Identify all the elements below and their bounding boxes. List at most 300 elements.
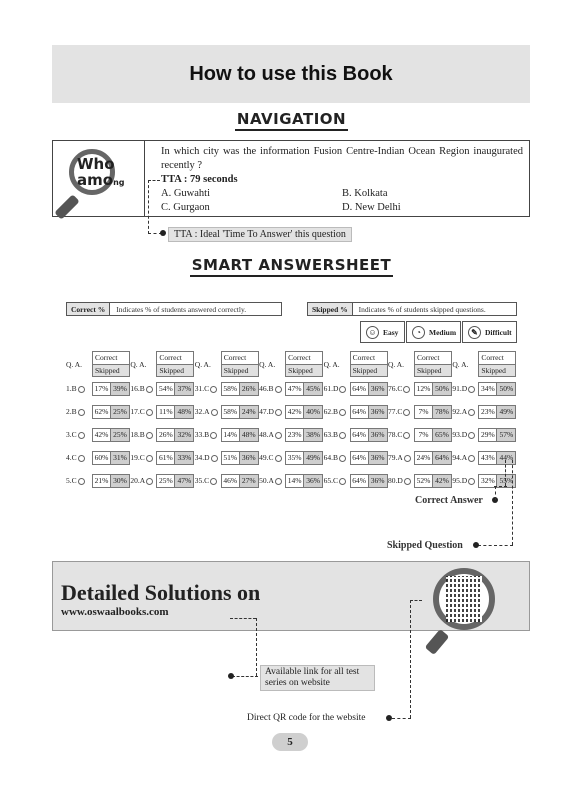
qr-dot bbox=[386, 715, 392, 721]
question-text: In which city was the information Fusion Centre-Indian Ocean Region inaugurated recently ? bbox=[161, 146, 523, 171]
header-qa: Q. A. bbox=[66, 359, 83, 369]
qa-text: 20.A bbox=[130, 476, 146, 485]
difficulty-icon bbox=[403, 386, 410, 393]
skipped-percent: 31% bbox=[111, 451, 130, 465]
answer-cell bbox=[130, 382, 194, 396]
answer-cell bbox=[195, 474, 259, 488]
question-answer bbox=[388, 384, 414, 393]
difficulty-icon bbox=[78, 386, 85, 393]
skipped-percent: 36% bbox=[240, 451, 259, 465]
answer-cell bbox=[324, 428, 388, 442]
question-answer bbox=[259, 384, 285, 393]
qa-text: 2.B bbox=[66, 407, 77, 416]
answer-cell bbox=[452, 382, 516, 396]
legend-correct-desc: Indicates % of students answered correctly. bbox=[116, 304, 247, 314]
easy-icon: ☺ bbox=[366, 326, 379, 339]
difficulty-icon bbox=[468, 386, 475, 393]
correct-percent: 64% bbox=[350, 428, 369, 442]
correct-percent: 51% bbox=[221, 451, 240, 465]
skipped-percent: 48% bbox=[240, 428, 259, 442]
legend-skipped-desc: Indicates % of students skipped questions. bbox=[358, 304, 486, 314]
skipped-percent: 49% bbox=[304, 451, 323, 465]
answer-cell bbox=[66, 405, 130, 419]
qa-text: 34.D bbox=[194, 453, 210, 462]
correct-percent: 11% bbox=[156, 405, 175, 419]
medium-icon: ◔ bbox=[412, 326, 425, 339]
question-answer bbox=[324, 430, 350, 439]
correct-percent: 12% bbox=[414, 382, 433, 396]
correct-percent: 32% bbox=[478, 474, 497, 488]
answer-cell bbox=[195, 451, 259, 465]
question-answer bbox=[130, 407, 156, 416]
skipped-percent: 26% bbox=[240, 382, 259, 396]
logo-text-ng: ng bbox=[113, 178, 125, 187]
question-answer bbox=[195, 407, 221, 416]
correct-percent: 46% bbox=[221, 474, 240, 488]
skipped-percent: 37% bbox=[175, 382, 194, 396]
skipped-percent: 36% bbox=[369, 474, 388, 488]
options-grid bbox=[161, 187, 523, 215]
question-answer bbox=[66, 430, 92, 439]
question-answer bbox=[259, 476, 285, 485]
answer-row bbox=[66, 469, 517, 492]
qr-connector-h2 bbox=[392, 718, 411, 719]
skipped-percent: 49% bbox=[497, 405, 516, 419]
option-d: D. New Delhi bbox=[342, 202, 401, 213]
header-skipped: Skipped bbox=[222, 364, 258, 377]
header-cell bbox=[388, 351, 452, 377]
answer-cell bbox=[388, 428, 452, 442]
link-note: Available link for all test series on website bbox=[260, 665, 375, 691]
answer-cell bbox=[259, 428, 323, 442]
qa-text: 48.A bbox=[259, 430, 274, 439]
difficulty-icon bbox=[275, 432, 282, 439]
difficulty-icon bbox=[275, 478, 282, 485]
correct-percent: 64% bbox=[350, 405, 369, 419]
qa-text: 65.C bbox=[323, 476, 338, 485]
logo-text-line2 bbox=[77, 173, 124, 190]
skipped-percent: 57% bbox=[497, 428, 516, 442]
tta-dot bbox=[160, 230, 166, 236]
answer-cell bbox=[130, 451, 194, 465]
question-answer bbox=[130, 430, 156, 439]
question-answer bbox=[388, 476, 414, 485]
answer-cell bbox=[388, 405, 452, 419]
skipped-percent: 36% bbox=[369, 405, 388, 419]
correct-percent: 7% bbox=[414, 405, 433, 419]
qa-text: 46.B bbox=[259, 384, 274, 393]
correct-percent: 26% bbox=[156, 428, 175, 442]
difficulty-icon bbox=[468, 478, 475, 485]
header-qa: Q. A. bbox=[452, 359, 469, 369]
question-answer bbox=[388, 430, 414, 439]
header-skipped: Skipped bbox=[157, 364, 193, 377]
correct-percent: 14% bbox=[221, 428, 240, 442]
difficulty-medium bbox=[406, 321, 461, 343]
difficulty-icon bbox=[78, 455, 85, 462]
qa-text: 77.C bbox=[387, 407, 403, 416]
header-correct: Correct bbox=[352, 353, 376, 363]
skipped-percent: 44% bbox=[497, 451, 516, 465]
answer-cell bbox=[195, 428, 259, 442]
correct-percent: 14% bbox=[285, 474, 304, 488]
difficulty-icon bbox=[339, 409, 346, 416]
difficulty-icon bbox=[146, 409, 153, 416]
qr-note: Direct QR code for the website bbox=[247, 713, 366, 723]
question-answer bbox=[130, 476, 156, 485]
correct-connector-v2 bbox=[495, 486, 496, 500]
question-answer bbox=[66, 407, 92, 416]
answer-cell bbox=[66, 382, 130, 396]
correct-answer-callout: Correct Answer bbox=[415, 495, 483, 506]
difficulty-icon bbox=[275, 409, 282, 416]
qa-text: 50.A bbox=[259, 476, 274, 485]
difficulty-icon bbox=[339, 478, 346, 485]
answer-cell bbox=[388, 451, 452, 465]
qa-text: 33.B bbox=[194, 430, 210, 439]
solutions-title: Detailed Solutions on bbox=[61, 580, 261, 605]
skipped-percent: 30% bbox=[111, 474, 130, 488]
navigation-sample-box bbox=[52, 140, 530, 217]
detailed-solutions-banner bbox=[52, 561, 530, 631]
correct-percent: 52% bbox=[414, 474, 433, 488]
skipped-percent: 36% bbox=[369, 451, 388, 465]
qa-text: 78.C bbox=[387, 430, 403, 439]
header-qa: Q. A. bbox=[323, 359, 340, 369]
skipped-percent: 55% bbox=[497, 474, 516, 488]
qr-code-pattern bbox=[446, 576, 482, 622]
question-answer bbox=[324, 407, 350, 416]
qa-text: 91.D bbox=[452, 384, 468, 393]
answer-cell bbox=[259, 405, 323, 419]
skipped-connector-h bbox=[478, 545, 513, 546]
skipped-percent: 47% bbox=[175, 474, 194, 488]
difficulty-icon bbox=[339, 386, 346, 393]
correct-percent: 23% bbox=[478, 405, 497, 419]
qa-text: 4.C bbox=[66, 453, 77, 462]
answer-cell bbox=[388, 474, 452, 488]
question-answer bbox=[195, 384, 221, 393]
answer-cell bbox=[66, 428, 130, 442]
answer-cell bbox=[452, 451, 516, 465]
difficulty-icon bbox=[210, 432, 217, 439]
difficulty-icon bbox=[146, 386, 153, 393]
difficulty-icon bbox=[339, 432, 346, 439]
question-answer bbox=[130, 384, 156, 393]
answer-cell bbox=[130, 474, 194, 488]
skipped-percent: 50% bbox=[497, 382, 516, 396]
answer-cell bbox=[66, 451, 130, 465]
tta-value: TTA : 79 seconds bbox=[161, 174, 238, 185]
difficulty-icon bbox=[339, 455, 346, 462]
skipped-percent: 32% bbox=[175, 428, 194, 442]
tta-connector-h bbox=[148, 180, 160, 181]
header-qa: Q. A. bbox=[130, 359, 147, 369]
answer-row bbox=[66, 446, 517, 469]
answer-cell bbox=[452, 405, 516, 419]
difficult-icon: ✎ bbox=[468, 326, 481, 339]
logo-text-line1: Who bbox=[77, 155, 115, 173]
skipped-percent: 45% bbox=[304, 382, 323, 396]
header-correct-skipped bbox=[285, 351, 323, 377]
skipped-percent: 48% bbox=[175, 405, 194, 419]
qa-text: 63.B bbox=[323, 430, 338, 439]
qa-text: 3.C bbox=[66, 430, 77, 439]
magnifier-handle bbox=[54, 194, 79, 219]
correct-percent: 42% bbox=[92, 428, 111, 442]
qa-text: 47.D bbox=[259, 407, 274, 416]
navigation-heading bbox=[0, 110, 583, 131]
header-correct: Correct bbox=[416, 353, 440, 363]
difficulty-icon bbox=[78, 478, 85, 485]
qa-text: 79.A bbox=[387, 453, 403, 462]
skipped-percent: 24% bbox=[240, 405, 259, 419]
qa-text: 32.A bbox=[194, 407, 210, 416]
logo-text-amo: amo bbox=[77, 171, 114, 189]
question-answer bbox=[195, 476, 221, 485]
qa-text: 19.C bbox=[130, 453, 145, 462]
header-qa: Q. A. bbox=[259, 359, 276, 369]
difficulty-icon bbox=[78, 409, 85, 416]
question-answer bbox=[130, 453, 156, 462]
page-number: 5 bbox=[272, 733, 308, 751]
qa-text: 17.C bbox=[130, 407, 145, 416]
header-skipped: Skipped bbox=[93, 364, 129, 377]
header-correct: Correct bbox=[159, 353, 182, 363]
question-answer bbox=[452, 407, 478, 416]
question-answer bbox=[259, 430, 285, 439]
link-connector-h2 bbox=[232, 676, 258, 677]
answer-cell bbox=[324, 405, 388, 419]
header-cell bbox=[259, 351, 323, 377]
answer-cell bbox=[259, 382, 323, 396]
qr-magnifier-handle bbox=[425, 629, 450, 655]
answer-cell bbox=[195, 405, 259, 419]
header-correct-skipped bbox=[478, 351, 516, 377]
header-correct-skipped bbox=[350, 351, 388, 377]
question-answer bbox=[66, 476, 92, 485]
link-dot bbox=[228, 673, 234, 679]
answer-cell bbox=[66, 474, 130, 488]
tta-connector-v bbox=[148, 180, 149, 234]
difficulty-icon bbox=[146, 478, 153, 485]
skipped-connector-v bbox=[512, 460, 513, 545]
skipped-percent: 50% bbox=[433, 382, 452, 396]
difficulty-icon bbox=[468, 432, 475, 439]
legend-skipped bbox=[307, 302, 517, 316]
correct-percent: 47% bbox=[285, 382, 304, 396]
correct-percent: 64% bbox=[350, 451, 369, 465]
qa-text: 61.D bbox=[323, 384, 339, 393]
difficult-label: Difficult bbox=[485, 327, 512, 337]
header-skipped: Skipped bbox=[479, 364, 515, 377]
header-correct-skipped bbox=[92, 351, 130, 377]
header-correct: Correct bbox=[288, 353, 311, 363]
difficulty-icon bbox=[146, 455, 153, 462]
qa-text: 95.D bbox=[452, 476, 468, 485]
difficulty-icon bbox=[468, 455, 475, 462]
answer-cell bbox=[130, 428, 194, 442]
legend-skipped-key: Skipped % bbox=[308, 303, 353, 315]
page-title: How to use this Book bbox=[189, 62, 393, 85]
difficulty-icon bbox=[210, 386, 217, 393]
difficulty-difficult bbox=[462, 321, 517, 343]
header-correct-skipped bbox=[221, 351, 259, 377]
answer-cell bbox=[452, 428, 516, 442]
option-a: A. Guwahti bbox=[161, 188, 210, 199]
legend-correct bbox=[66, 302, 282, 316]
header-cell bbox=[130, 351, 194, 377]
header-skipped: Skipped bbox=[286, 364, 322, 377]
header-correct-skipped bbox=[414, 351, 452, 377]
header-cell bbox=[324, 351, 388, 377]
easy-label: Easy bbox=[383, 327, 399, 337]
option-b: B. Kolkata bbox=[342, 188, 388, 199]
link-connector-h bbox=[230, 618, 256, 619]
question-answer bbox=[195, 453, 221, 462]
header-cell bbox=[195, 351, 259, 377]
header-correct: Correct bbox=[223, 353, 247, 363]
answer-cell bbox=[324, 474, 388, 488]
skipped-percent: 27% bbox=[240, 474, 259, 488]
correct-percent: 60% bbox=[92, 451, 111, 465]
qa-text: 35.C bbox=[194, 476, 210, 485]
answer-cell bbox=[259, 474, 323, 488]
answersheet-heading-text: SMART ANSWERSHEET bbox=[190, 256, 394, 277]
question-answer bbox=[324, 476, 350, 485]
qa-text: 31.C bbox=[194, 384, 210, 393]
skipped-percent: 38% bbox=[304, 428, 323, 442]
correct-percent: 43% bbox=[478, 451, 497, 465]
correct-percent: 58% bbox=[221, 405, 240, 419]
answer-cell bbox=[195, 382, 259, 396]
header-qa: Q. A. bbox=[387, 359, 404, 369]
correct-percent: 34% bbox=[478, 382, 497, 396]
skipped-dot bbox=[473, 542, 479, 548]
navigation-heading-text: NAVIGATION bbox=[235, 110, 348, 131]
header-correct-skipped bbox=[156, 351, 194, 377]
difficulty-icon bbox=[210, 478, 217, 485]
header-skipped: Skipped bbox=[351, 364, 387, 377]
answersheet-heading bbox=[0, 256, 583, 277]
correct-percent: 61% bbox=[156, 451, 175, 465]
correct-percent: 58% bbox=[221, 382, 240, 396]
skipped-percent: 40% bbox=[304, 405, 323, 419]
difficulty-icon bbox=[404, 478, 411, 485]
skipped-percent: 36% bbox=[369, 428, 388, 442]
medium-label: Medium bbox=[429, 327, 457, 337]
skipped-percent: 42% bbox=[433, 474, 452, 488]
difficulty-icon bbox=[211, 409, 218, 416]
qa-text: 16.B bbox=[130, 384, 145, 393]
question-answer bbox=[452, 476, 478, 485]
website-link[interactable]: www.oswaalbooks.com bbox=[61, 606, 169, 618]
answer-cell bbox=[324, 382, 388, 396]
answer-cell bbox=[324, 451, 388, 465]
answer-row bbox=[66, 377, 517, 400]
answer-cell bbox=[452, 474, 516, 488]
correct-percent: 64% bbox=[350, 474, 369, 488]
correct-percent: 24% bbox=[414, 451, 433, 465]
correct-percent: 62% bbox=[92, 405, 111, 419]
answer-row bbox=[66, 423, 517, 446]
difficulty-icon bbox=[78, 432, 85, 439]
header-correct: Correct bbox=[95, 353, 118, 363]
difficulty-icon bbox=[146, 432, 153, 439]
correct-percent: 23% bbox=[285, 428, 304, 442]
qa-text: 1.B bbox=[66, 384, 77, 393]
skipped-question-callout: Skipped Question bbox=[387, 540, 463, 551]
answer-cell bbox=[259, 451, 323, 465]
correct-percent: 7% bbox=[414, 428, 433, 442]
correct-percent: 35% bbox=[285, 451, 304, 465]
answer-cell bbox=[388, 382, 452, 396]
skipped-percent: 78% bbox=[433, 405, 452, 419]
difficulty-icon bbox=[403, 432, 410, 439]
title-banner bbox=[52, 45, 530, 103]
answer-cell bbox=[130, 405, 194, 419]
sample-question bbox=[145, 141, 529, 216]
question-answer bbox=[195, 430, 221, 439]
correct-percent: 29% bbox=[478, 428, 497, 442]
question-answer bbox=[259, 407, 285, 416]
skipped-percent: 36% bbox=[304, 474, 323, 488]
link-connector-v bbox=[256, 618, 257, 676]
qr-connector-v bbox=[410, 600, 411, 718]
skipped-percent: 65% bbox=[433, 428, 452, 442]
difficulty-easy bbox=[360, 321, 405, 343]
correct-percent: 21% bbox=[92, 474, 111, 488]
header-qa: Q. A. bbox=[194, 359, 211, 369]
correct-percent: 25% bbox=[156, 474, 175, 488]
qa-text: 92.A bbox=[452, 407, 468, 416]
skipped-percent: 36% bbox=[369, 382, 388, 396]
question-answer bbox=[66, 384, 92, 393]
qa-text: 49.C bbox=[259, 453, 274, 462]
qa-text: 93.D bbox=[452, 430, 468, 439]
question-answer bbox=[324, 384, 350, 393]
qa-text: 94.A bbox=[452, 453, 468, 462]
correct-percent: 64% bbox=[350, 382, 369, 396]
skipped-percent: 33% bbox=[175, 451, 194, 465]
difficulty-icon bbox=[404, 455, 411, 462]
qa-text: 18.B bbox=[130, 430, 145, 439]
skipped-percent: 25% bbox=[111, 405, 130, 419]
question-answer bbox=[452, 453, 478, 462]
question-answer bbox=[66, 453, 92, 462]
question-answer bbox=[324, 453, 350, 462]
tta-note: TTA : Ideal 'Time To Answer' this question bbox=[168, 227, 352, 242]
option-c: C. Gurgaon bbox=[161, 202, 210, 213]
correct-percent: 17% bbox=[92, 382, 111, 396]
qa-text: 64.B bbox=[323, 453, 338, 462]
correct-percent: 54% bbox=[156, 382, 175, 396]
question-answer bbox=[452, 384, 478, 393]
qa-text: 80.D bbox=[387, 476, 403, 485]
header-cell bbox=[66, 351, 130, 377]
difficulty-icon bbox=[468, 409, 475, 416]
header-cell bbox=[452, 351, 516, 377]
difficulty-icon bbox=[275, 386, 282, 393]
who-among-logo bbox=[53, 141, 145, 216]
difficulty-icon bbox=[275, 455, 282, 462]
difficulty-icon bbox=[403, 409, 410, 416]
correct-connector-v bbox=[505, 460, 506, 486]
question-answer bbox=[452, 430, 478, 439]
correct-percent: 42% bbox=[285, 405, 304, 419]
header-skipped: Skipped bbox=[415, 364, 451, 377]
answer-sheet-table bbox=[66, 351, 517, 492]
